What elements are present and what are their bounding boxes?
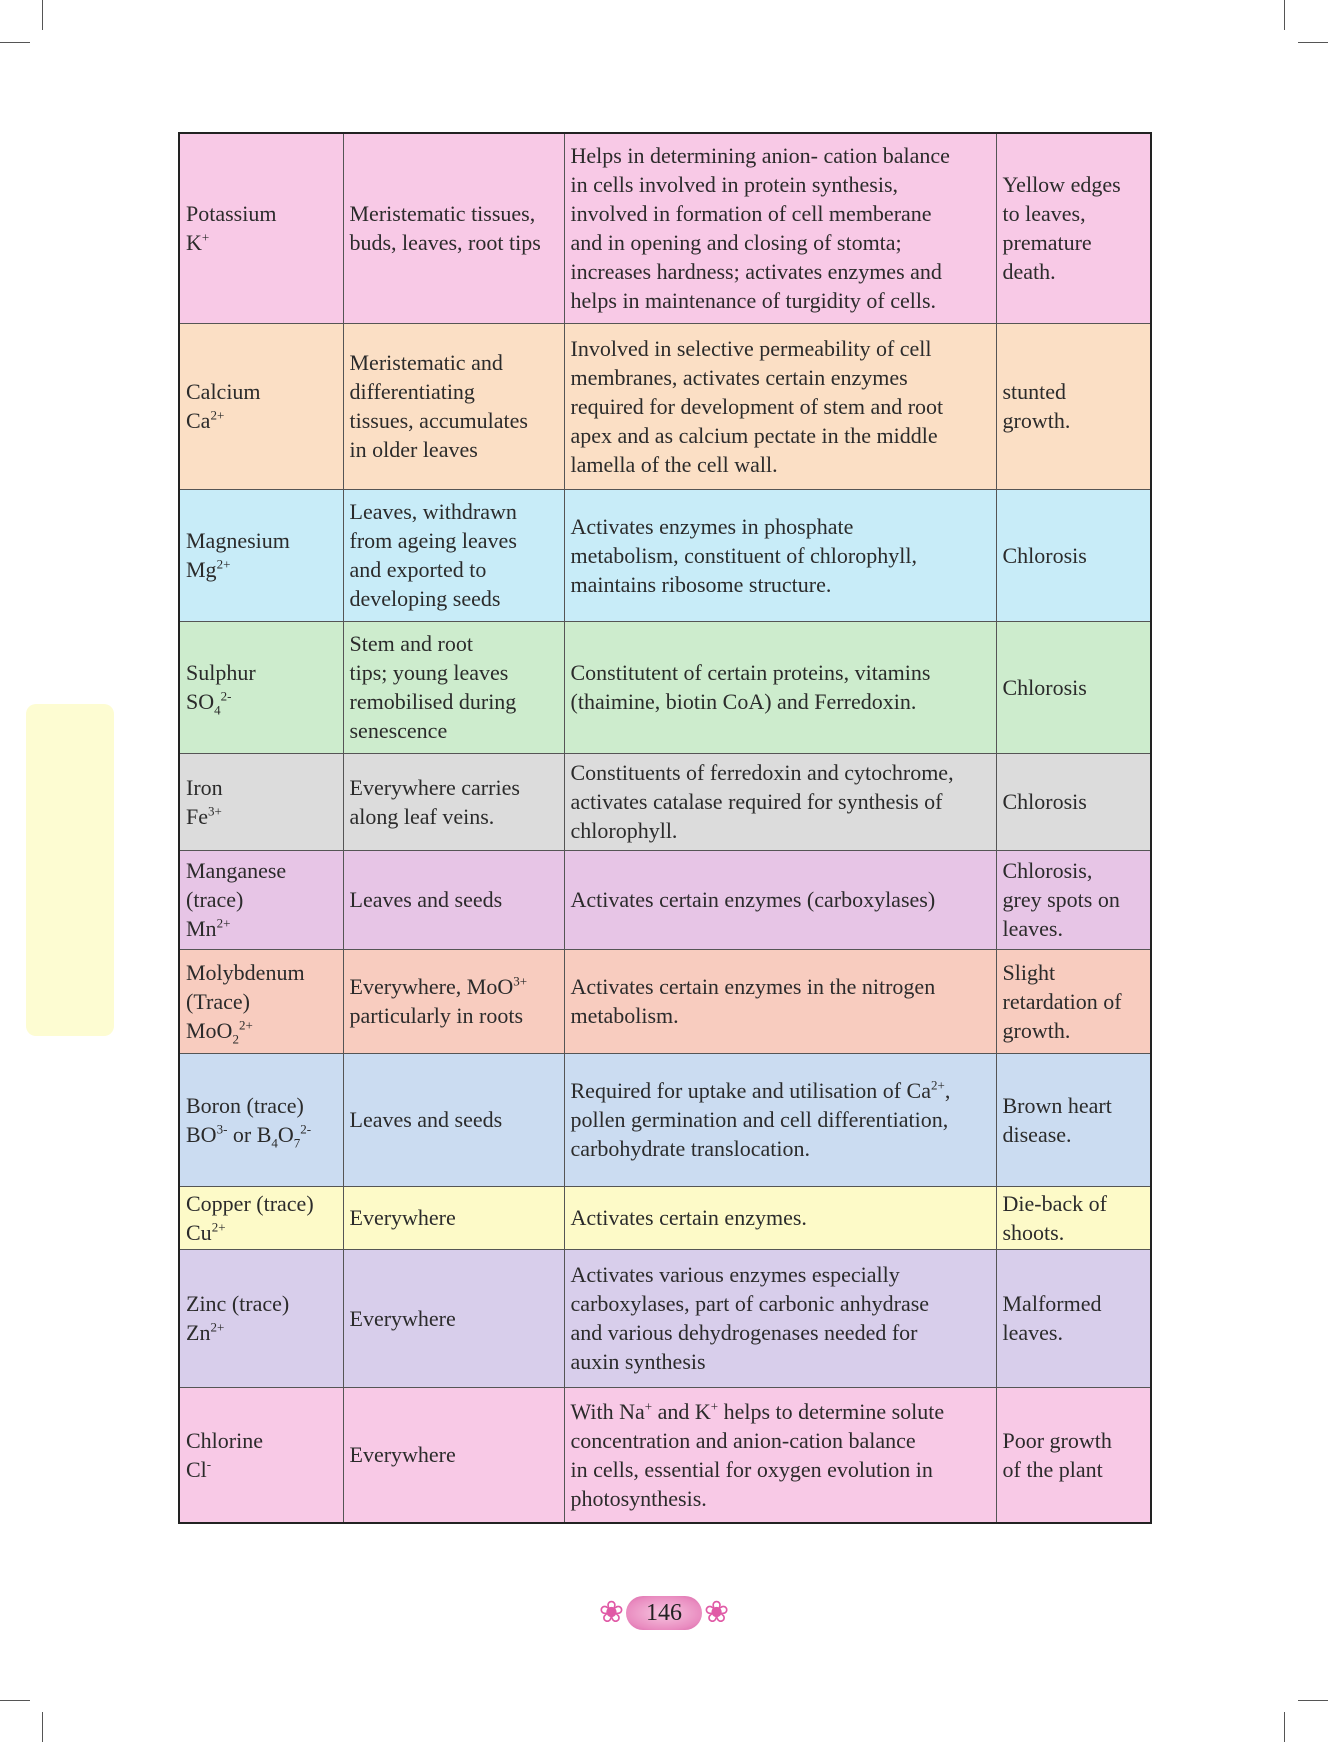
location-cell: Stem and root tips; young leaves remobilised during senescence: [343, 621, 564, 753]
element-cell: Chlorine Cl-: [179, 1387, 343, 1523]
table-row: [179, 850, 1151, 949]
deficiency-cell: stunted growth.: [996, 323, 1151, 489]
function-cell: Required for uptake and utilisation of $Ca^{2+}$, pollen germination and cell differentiation, carbohydrate translocation.: [564, 1053, 996, 1186]
crop-mark: [1284, 1712, 1285, 1742]
table-row: [179, 323, 1151, 489]
location-cell: Everywhere: [343, 1249, 564, 1387]
flower-ornament-icon: ❀: [598, 1596, 624, 1629]
element-cell: Manganese (trace) $Mn^{2+}$: [179, 850, 343, 949]
crop-mark: [1298, 42, 1328, 43]
deficiency-cell: Poor growth of the plant: [996, 1387, 1151, 1523]
function-cell: Activates certain enzymes (carboxylases): [564, 850, 996, 949]
table-row: [179, 133, 1151, 323]
table-row: [179, 621, 1151, 753]
element-cell: Sulphur $SO_4^{2-}$: [179, 621, 343, 753]
deficiency-cell: Slight retardation of growth.: [996, 949, 1151, 1053]
element-cell: Copper (trace) $Cu^{2+}$: [179, 1186, 343, 1249]
element-cell: Magnesium $Mg^{2+}$: [179, 489, 343, 621]
deficiency-cell: Chlorosis, grey spots on leaves.: [996, 850, 1151, 949]
mineral-nutrients-table: [178, 132, 1152, 1524]
location-cell: Meristematic tissues, buds, leaves, root tips: [343, 133, 564, 323]
location-cell: Leaves, withdrawn from ageing leaves and exported to developing seeds: [343, 489, 564, 621]
deficiency-cell: Chlorosis: [996, 753, 1151, 850]
location-cell: Everywhere, MoO$^{3+}$ particularly in roots: [343, 949, 564, 1053]
location-cell: Everywhere carries along leaf veins.: [343, 753, 564, 850]
location-cell: Everywhere: [343, 1387, 564, 1523]
element-cell: Iron $Fe^{3+}$: [179, 753, 343, 850]
function-cell: Constituents of ferredoxin and cytochrome, activates catalase required for synthesis of chlorophyll.: [564, 753, 996, 850]
function-cell: Activates certain enzymes.: [564, 1186, 996, 1249]
table-row: [179, 753, 1151, 850]
crop-mark: [0, 1700, 30, 1701]
function-cell: Helps in determining anion- cation balance in cells involved in protein synthesis, involved in formation of cell memberane and in opening and closing of stomta; increases hardness; activates enzymes and helps in maintenance of turgidity of cells.: [564, 133, 996, 323]
crop-mark: [0, 42, 30, 43]
page-number-footer: [596, 1594, 732, 1632]
deficiency-cell: Chlorosis: [996, 489, 1151, 621]
deficiency-cell: Chlorosis: [996, 621, 1151, 753]
location-cell: Leaves and seeds: [343, 1053, 564, 1186]
table-row: [179, 1053, 1151, 1186]
table-row: [179, 489, 1151, 621]
deficiency-cell: Malformed leaves.: [996, 1249, 1151, 1387]
function-cell: Constitutent of certain proteins, vitamins (thaimine, biotin CoA) and Ferredoxin.: [564, 621, 996, 753]
function-cell: Activates various enzymes especially carboxylases, part of carbonic anhydrase and various dehydrogenases needed for auxin synthesis: [564, 1249, 996, 1387]
crop-mark: [42, 0, 43, 30]
location-cell: Everywhere: [343, 1186, 564, 1249]
element-cell: Potassium K+: [179, 133, 343, 323]
crop-mark: [1298, 1700, 1328, 1701]
flower-ornament-icon: ❀: [704, 1596, 730, 1629]
function-cell: Involved in selective permeability of cell membranes, activates certain enzymes required for development of stem and root apex and as calcium pectate in the middle lamella of the cell wall.: [564, 323, 996, 489]
chapter-side-tab: [26, 704, 114, 1036]
element-cell: Zinc (trace) $Zn^{2+}$: [179, 1249, 343, 1387]
location-cell: Meristematic and differentiating tissues, accumulates in older leaves: [343, 323, 564, 489]
function-cell: With Na+ and K+ helps to determine solute concentration and anion-cation balance in cells, essential for oxygen evolution in photosynthesis.: [564, 1387, 996, 1523]
crop-mark: [1284, 0, 1285, 30]
deficiency-cell: Brown heart disease.: [996, 1053, 1151, 1186]
deficiency-cell: Yellow edges to leaves, premature death.: [996, 133, 1151, 323]
element-cell: Boron (trace) $BO^{3-}$ or $B_4O_7^{2-}$: [179, 1053, 343, 1186]
table-row: [179, 1249, 1151, 1387]
function-cell: Activates enzymes in phosphate metabolism, constituent of chlorophyll, maintains ribosome structure.: [564, 489, 996, 621]
page-number: 146: [626, 1596, 702, 1630]
element-cell: Molybdenum (Trace) MoO$_2^{2+}$: [179, 949, 343, 1053]
location-cell: Leaves and seeds: [343, 850, 564, 949]
deficiency-cell: Die-back of shoots.: [996, 1186, 1151, 1249]
function-cell: Activates certain enzymes in the nitrogen metabolism.: [564, 949, 996, 1053]
table-row: [179, 949, 1151, 1053]
table-row: [179, 1186, 1151, 1249]
element-cell: Calcium $Ca^{2+}$: [179, 323, 343, 489]
crop-mark: [42, 1712, 43, 1742]
table-row: [179, 1387, 1151, 1523]
